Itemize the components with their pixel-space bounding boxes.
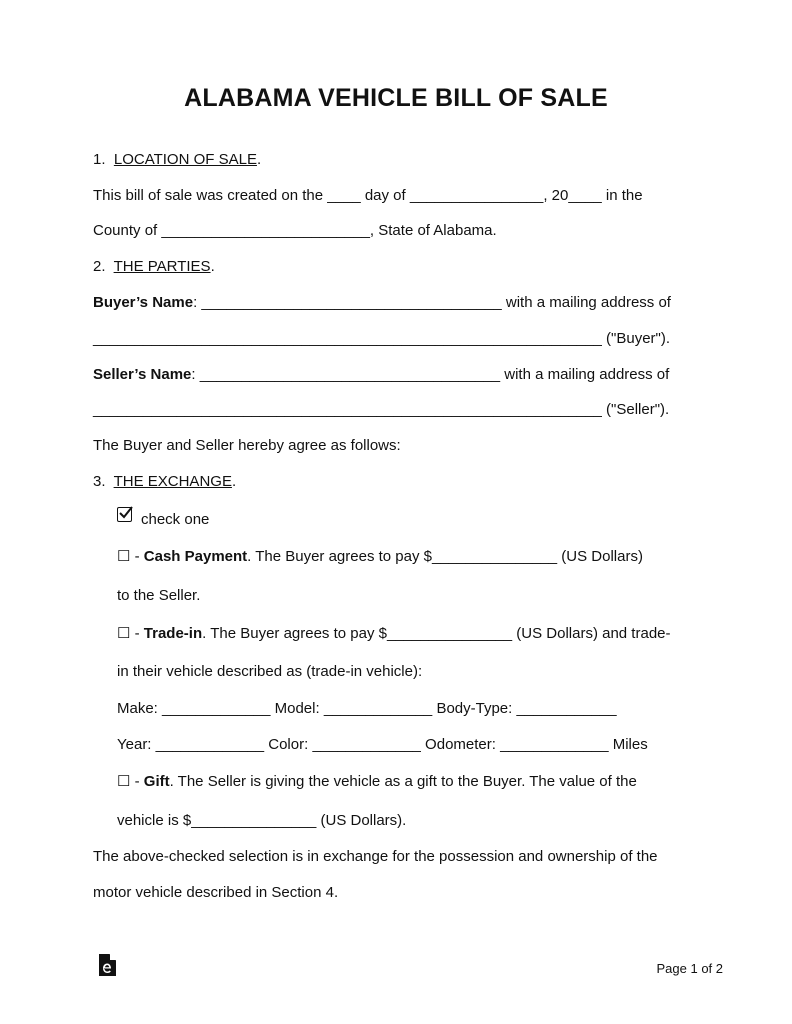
section-2-heading [93, 258, 215, 276]
buyer-address-line: _____________________________________________________________ ("Buyer"). [93, 330, 671, 347]
seller-address-line: _____________________________________________________________ ("Seller"). [93, 401, 670, 418]
option-trade-in[interactable] [117, 625, 671, 643]
location-sentence-line-1: This bill of sale was created on the ____ day of ________________, 20____ in the [93, 187, 643, 204]
section-title-period: . [210, 258, 215, 275]
closing-statement-line-2: motor vehicle described in Section 4. [93, 884, 339, 901]
section-number: 1. [93, 151, 106, 168]
document-title: ALABAMA VEHICLE BILL OF SALE [184, 84, 608, 112]
buyer-name-line [93, 294, 671, 312]
buyer-name-blank: : ____________________________________ with a mailing address of [193, 294, 671, 311]
trade-in-text: . The Buyer agrees to pay $_______________ (US Dollars) and trade- [202, 625, 671, 642]
agreement-statement: The Buyer and Seller hereby agree as follows: [93, 437, 401, 454]
trade-in-text-line-2: in their vehicle described as (trade-in vehicle): [117, 663, 423, 680]
trade-in-vehicle-year-color-line: Year: _____________ Color: _____________ Odometer: _____________ Miles [117, 736, 648, 753]
gift-text-line-2: vehicle is $_______________ (US Dollars). [117, 812, 407, 829]
empty-checkbox-icon[interactable]: ☐ - [117, 625, 144, 642]
check-one-label: check one [141, 511, 210, 528]
option-cash-payment[interactable] [117, 548, 643, 566]
checkmark-icon [118, 505, 134, 521]
empty-checkbox-icon[interactable]: ☐ - [117, 548, 144, 565]
section-number: 2. [93, 258, 106, 275]
cash-payment-text-line-2: to the Seller. [117, 587, 201, 604]
location-sentence-line-2: County of _________________________, State of Alabama. [93, 222, 497, 239]
trade-in-label: Trade-in [143, 625, 203, 642]
section-3-heading [93, 473, 236, 491]
gift-label: Gift [143, 773, 170, 790]
page-number: Page 1 of 2 [656, 961, 723, 976]
gift-text: . The Seller is giving the vehicle as a gift to the Buyer. The value of the [169, 773, 637, 790]
section-number: 3. [93, 473, 106, 490]
section-1-heading [93, 151, 261, 169]
option-gift[interactable] [117, 773, 637, 791]
trade-in-vehicle-make-model-line: Make: _____________ Model: _____________ Body-Type: ____________ [117, 700, 617, 717]
closing-statement-line-1: The above-checked selection is in exchange for the possession and ownership of the [93, 848, 658, 865]
checked-checkbox-icon[interactable] [117, 507, 132, 522]
cash-payment-label: Cash Payment [143, 548, 248, 565]
buyer-name-label: Buyer’s Name [93, 294, 194, 311]
section-title-period: . [256, 151, 262, 168]
section-title: THE PARTIES [113, 258, 211, 275]
empty-checkbox-icon[interactable]: ☐ - [117, 773, 144, 790]
seller-name-blank: : ____________________________________ with a mailing address of [191, 366, 670, 383]
section-title: THE EXCHANGE [113, 473, 232, 490]
section-title-period: . [231, 473, 237, 490]
section-title: LOCATION OF SALE [113, 151, 257, 168]
eforms-logo-icon [97, 953, 117, 977]
cash-payment-text: . The Buyer agrees to pay $_______________ (US Dollars) [247, 548, 643, 565]
seller-name-line [93, 366, 669, 384]
seller-name-label: Seller’s Name [93, 366, 192, 383]
